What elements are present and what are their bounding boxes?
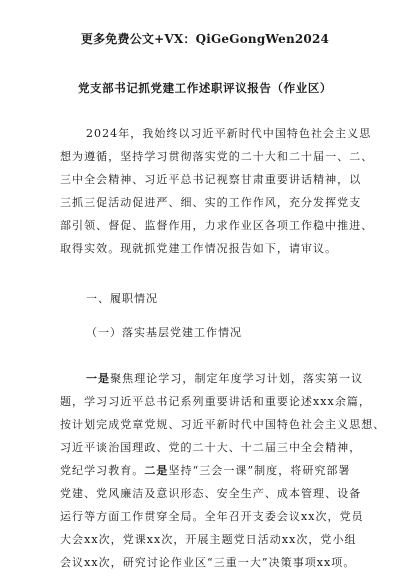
- ordinal-marker: 一是: [86, 372, 111, 385]
- intro-line: 取得实效。现就抓党建工作情况报告如下，请审议。: [60, 242, 338, 255]
- body-text: 党纪学习教育。: [60, 464, 145, 477]
- body-line: [60, 462, 351, 478]
- body-line: 按计划完成党章党规、习近平新时代中国特色社会主义思想、: [60, 418, 386, 431]
- body-line: 题，学习习近平总书记系列重要讲话和重要论述xxx余篇，: [60, 395, 371, 408]
- promo-header: 更多免费公文+VX：QiGeGongWen2024: [80, 32, 330, 46]
- body-line: 习近平谈治国理政、党的二十大、十二届三中全会精神，: [60, 441, 362, 454]
- intro-line: 想为遵循，坚持学习贯彻落实党的二十大和二十届一、二、: [60, 150, 374, 163]
- body-text: 坚持“三会一课”制度，将研究部署: [168, 464, 351, 477]
- body-line: 运行等方面工作贯穿全局。全年召开支委会议xx次，党员: [60, 510, 364, 523]
- body-line: 党建、党风廉洁及意识形态、安全生产、成本管理、设备: [60, 487, 362, 500]
- intro-line: 三中全会精神、习近平总书记视察甘肃重要讲话精神，以: [60, 173, 362, 186]
- body-line: 会议xx次，研究讨论作业区“三重一大”决策事项xx项。: [60, 556, 356, 569]
- intro-line: 2024年，我始终以习近平新时代中国特色社会主义思: [86, 127, 372, 140]
- intro-line: 部引领、督促、监督作用，力求作业区各项工作稳中推进、: [60, 219, 374, 232]
- section-heading: 一、履职情况: [86, 292, 158, 305]
- document-title: 党支部书记抓党建工作述职评议报告（作业区）: [77, 81, 333, 95]
- intro-line: 三抓三促活动促进严、细、实的工作作风，充分发挥党支: [60, 196, 362, 209]
- ordinal-marker: 二是: [144, 464, 169, 477]
- body-text: 聚焦理论学习，制定年度学习计划，落实第一议: [110, 372, 364, 385]
- body-line: [86, 370, 363, 386]
- body-line: 大会xx次，党课xx次，开展主题党日活动xx次，党小组: [60, 533, 357, 546]
- subsection-heading: （一）落实基层党建工作情况: [86, 326, 242, 339]
